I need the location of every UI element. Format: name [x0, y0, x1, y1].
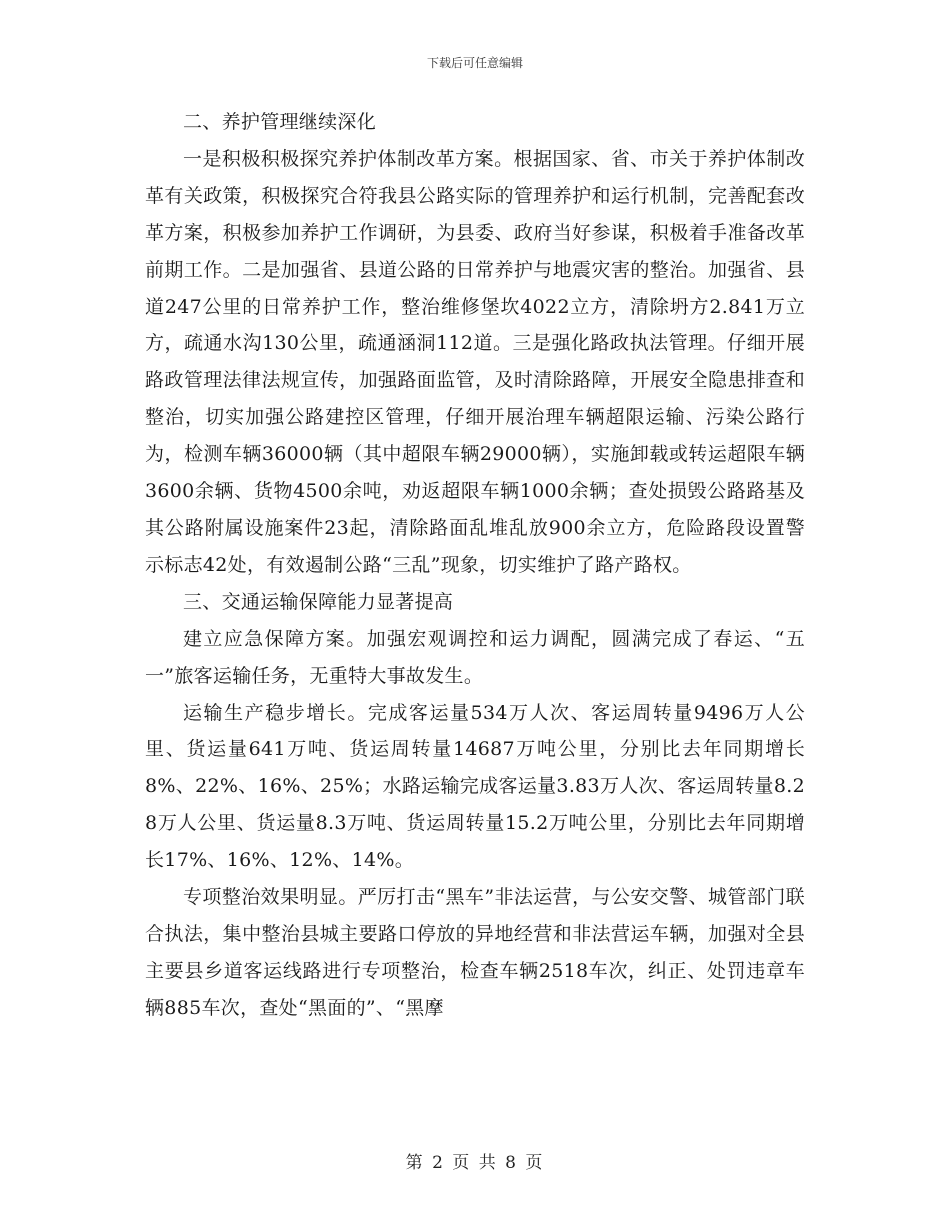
section-heading-maintenance: 二、养护管理继续深化: [183, 111, 377, 133]
paragraph-transport-growth: 运输生产稳步增长。完成客运量534万人次、客运周转量9496万人公里、货运量641万吨、货运周转量14687万吨公里，分别比去年同期增长8%、22%、16%、25%；水路运输完成客运量3.83万人次、客运周转量8.28万人公里、货运量8.3万吨、货运周转量15.2万吨公里，分别比去年同期增长17%、16%、12%、14%。: [145, 701, 805, 872]
page-number: 第 2 页 共 8 页: [405, 1153, 545, 1173]
paragraph-emergency-plan: 建立应急保障方案。加强宏观调控和运力调配，圆满完成了春运、“五一”旅客运输任务，无重特大事故发生。: [145, 627, 805, 687]
paragraph-special-rectification: 专项整治效果明显。严厉打击“黑车”非法运营，与公安交警、城管部门联合执法，集中整治县城主要路口停放的异地经营和非法营运车辆，加强对全县主要县乡道客运线路进行专项整治，检查车辆2518车次，纠正、处罚违章车辆885车次，查处“黑面的”、“黑摩: [145, 886, 805, 1019]
paragraph-maintenance-details: 一是积极积极探究养护体制改革方案。根据国家、省、市关于养护体制改革有关政策，积极探究合符我县公路实际的管理养护和运行机制，完善配套改革方案，积极参加养护工作调研，为县委、政府当好参谋，积极着手准备改革前期工作。二是加强省、县道公路的日常养护与地震灾害的整治。加强省、县道247公里的日常养护工作，整治维修堡坎4022立方，清除坍方2.841万立方，疏通水沟130公里，疏通涵洞112道。三是强化路政执法管理。仔细开展路政管理法律法规宣传，加强路面监管，及时清除路障，开展安全隐患排查和整治，切实加强公路建控区管理，仔细开展治理车辆超限运输、污染公路行为，检测车辆36000辆（其中超限车辆29000辆），实施卸载或转运超限车辆3600余辆、货物4500余吨，劝返超限车辆1000余辆；查处损毁公路路基及其公路附属设施案件23起，清除路面乱堆乱放900余立方，危险路段设置警示标志42处，有效遏制公路“三乱”现象，切实维护了路产路权。: [145, 147, 805, 576]
document-body: [145, 104, 805, 1027]
section-heading-transport: 三、交通运输保障能力显著提高: [183, 590, 454, 613]
page-header-note: 下载后可任意编辑: [426, 56, 523, 70]
